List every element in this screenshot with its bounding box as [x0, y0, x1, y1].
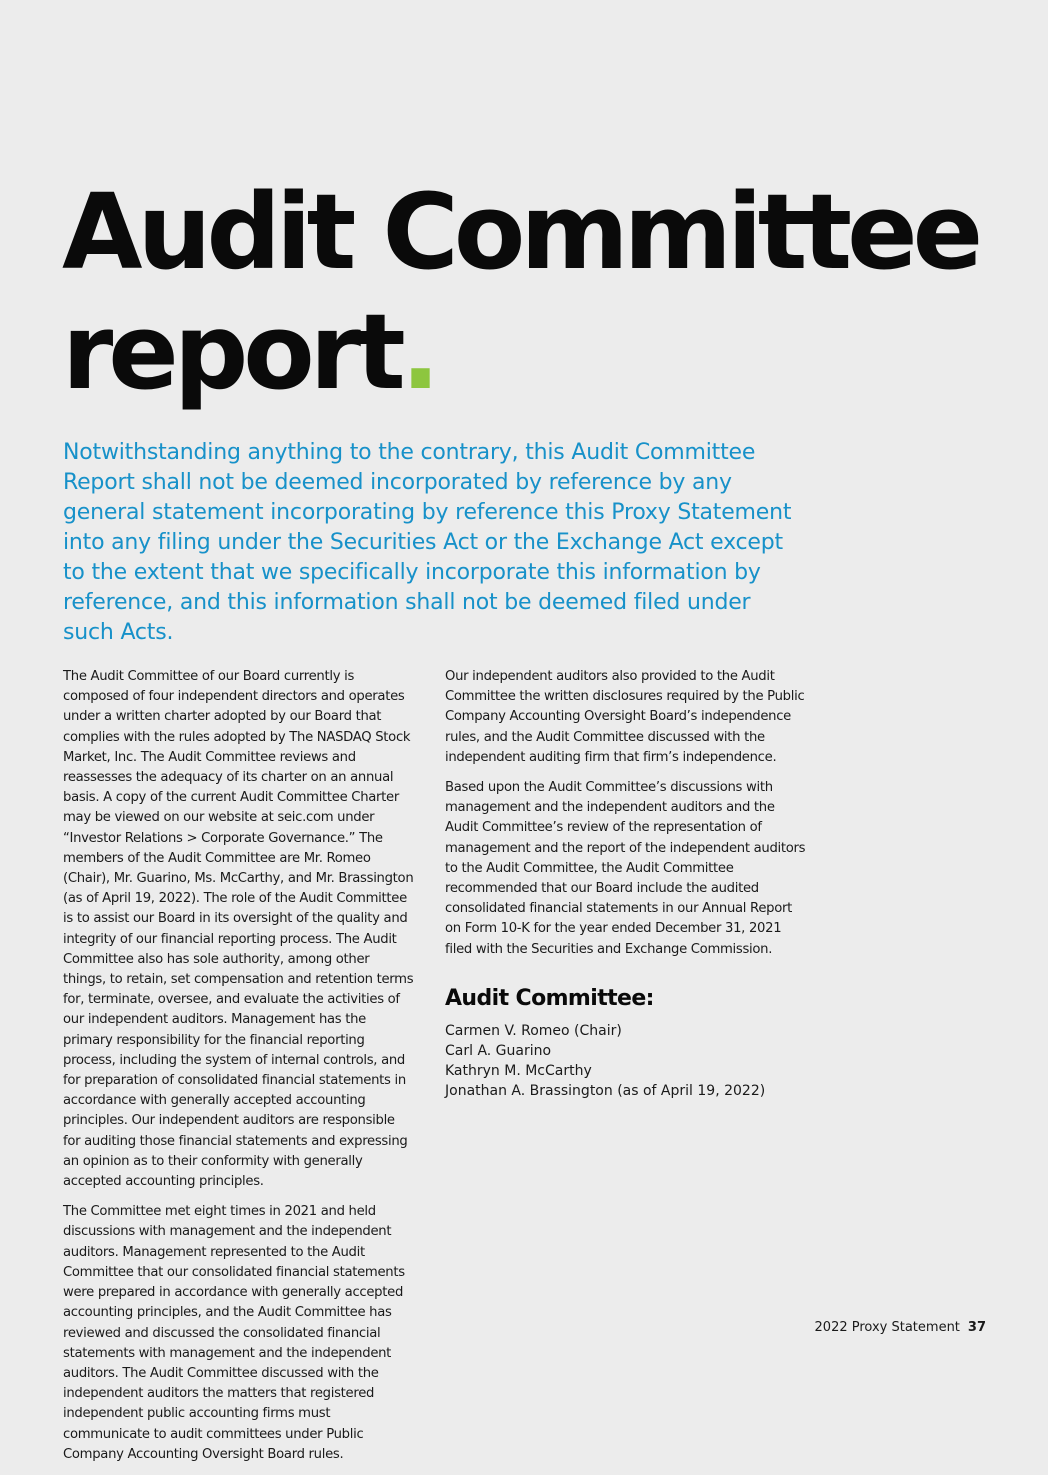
- committee-member: Carl A. Guarino: [445, 1043, 552, 1060]
- footer-label: 2022 Proxy Statement: [814, 1320, 960, 1335]
- committee-heading: Audit Committee:: [445, 985, 654, 1011]
- left-column: [63, 667, 415, 1475]
- body-paragraph-3: Our independent auditors also provided to the Audit Committee the written disclosures required by the Public Company Accounting Oversight Board’s independence rules, and the Audit Committee discussed with the independent auditing firm that firm’s independence.: [445, 669, 805, 765]
- page-number: 37: [967, 1320, 986, 1335]
- body-paragraph-2: The Committee met eight times in 2021 and held discussions with management and the independent auditors. Management represented to the Audit Committee that our consolidated financial statements were prepared in accordance with generally accepted accounting principles, and the Audit Committee has reviewed and discussed the consolidated financial statements with management and the independent auditors. The Audit Committee discussed with the independent auditors the matters that registered independent public accounting firms must communicate to audit committees under Public Company Accounting Oversight Board rules.: [63, 1204, 405, 1462]
- committee-member: Jonathan A. Brassington (as of April 19, 2022): [445, 1083, 766, 1100]
- title-line-1: Audit Committee: [62, 171, 979, 293]
- body-paragraph-1: The Audit Committee of our Board currently is composed of four independent directors and operates under a written charter adopted by our Board that complies with the rules adopted by The NASDAQ Stock Market, Inc. The Audit Committee reviews and reassesses the adequacy of its charter on an annual basis. A copy of the current Audit Committee Charter may be viewed on our website at seic.com under “Investor Relations > Corporate Governance.” The members of the Audit Committee are Mr. Romeo (Chair), Mr. Guarino, Ms. McCarthy, and Mr. Brassington (as of April 19, 2022). The role of the Audit Committee is to assist our Board in its oversight of the quality and integrity of our financial reporting process. The Audit Committee also has sole authority, among other things, to retain, set compensation and retention terms for, terminate, oversee, and evaluate the activities of our independent auditors. Management has the primary responsibility for the financial reporting process, including the system of internal controls, and for preparation of consolidated financial statements in accordance with generally accepted accounting principles. Our independent auditors are responsible for auditing those financial statements and expressing an opinion as to their conformity with generally accepted accounting principles.: [63, 669, 414, 1190]
- committee-member-list: [445, 1021, 811, 1102]
- committee-member: Kathryn M. McCarthy: [445, 1063, 592, 1080]
- right-column: [445, 667, 811, 1102]
- title-line-2: report: [62, 291, 401, 413]
- body-paragraph-4: Based upon the Audit Committee’s discussions with management and the independent auditors and the Audit Committee’s review of the representation of management and the report of the independent auditors to the Audit Committee, the Audit Committee recommended that our Board include the audited consolidated financial statements in our Annual Report on Form 10-K for the year ended December 31, 2021 filed with the Securities and Exchange Commission.: [445, 780, 806, 957]
- committee-member: Carmen V. Romeo (Chair): [445, 1022, 622, 1039]
- page-title: [62, 172, 978, 412]
- intro-disclaimer: Notwithstanding anything to the contrary, this Audit Committee Report shall not be deemed incorporated by reference by any general statement incorporating by reference this Proxy Statement into any filing under the Securities Act or the Exchange Act except to the extent that we specifically incorporate this information by reference, and this information shall not be deemed filed under such Acts.: [63, 440, 792, 645]
- page-footer: [815, 1320, 986, 1335]
- title-dot: .: [400, 291, 436, 413]
